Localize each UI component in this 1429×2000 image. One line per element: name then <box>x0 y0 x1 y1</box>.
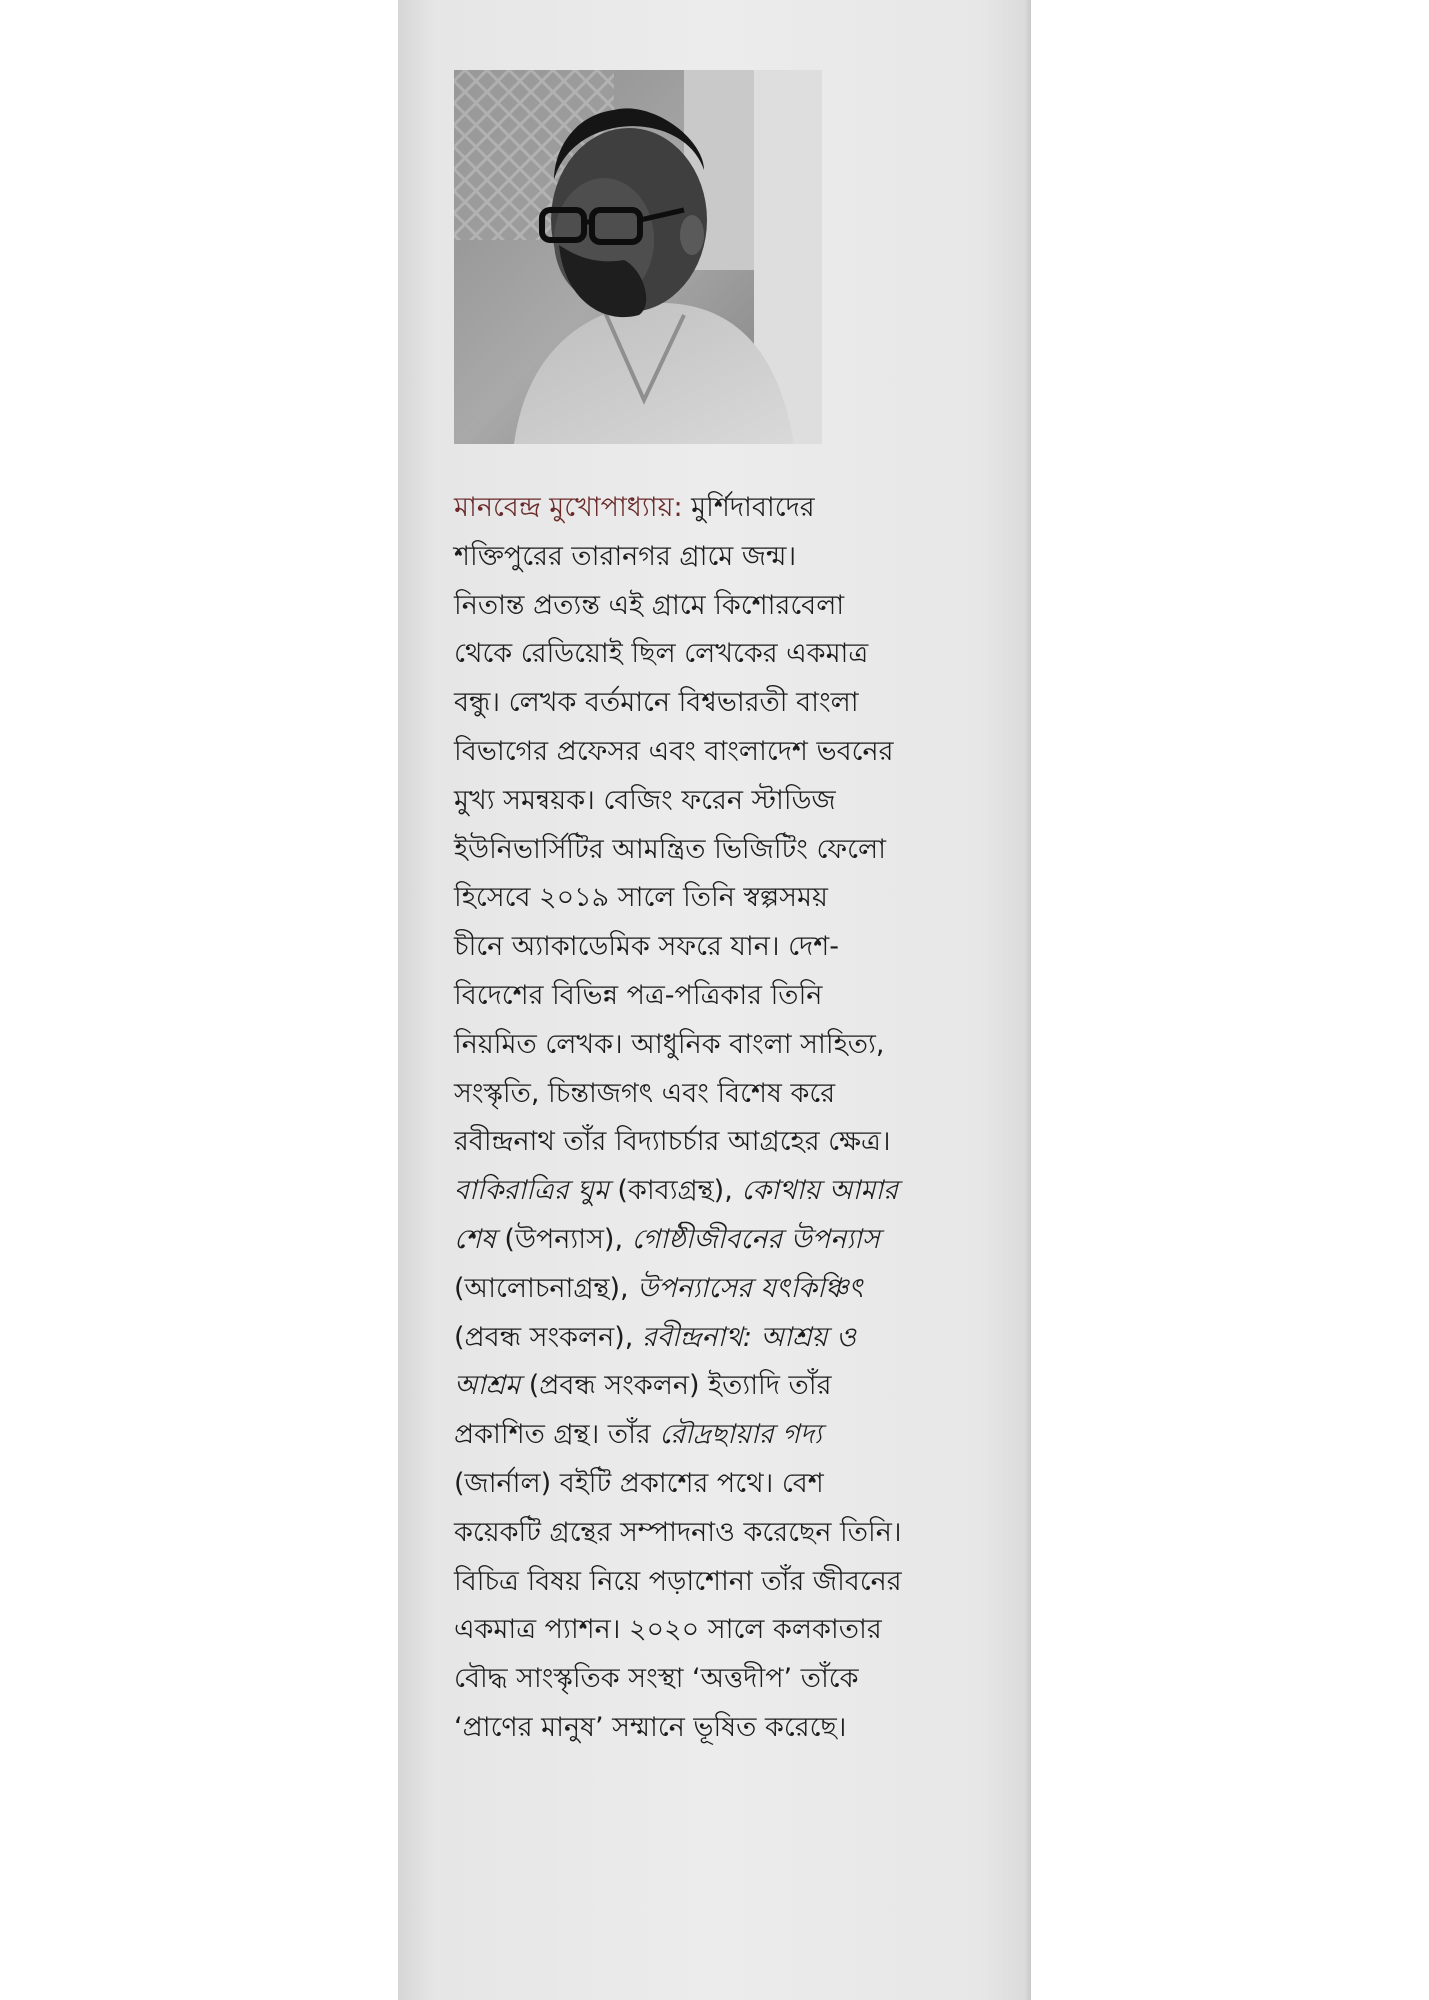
bio-line: রবীন্দ্রনাথ তাঁর বিদ্যাচর্চার আগ্রহের ক্ষেত্র। <box>454 1126 891 1158</box>
works-line: বাকিরাত্রির ঘুম (কাব্যগ্রন্থ), কোথায় আমার <box>454 1175 899 1207</box>
bio-line: নিয়মিত লেখক। আধুনিক বাংলা সাহিত্য, <box>454 1028 885 1060</box>
bio-line: নিতান্ত প্রত্যন্ত এই গ্রামে কিশোরবেলা <box>454 589 845 621</box>
author-photo <box>454 70 822 444</box>
bio-line: বিচিত্র বিষয় নিয়ে পড়াশোনা তাঁর জীবনের <box>454 1565 902 1597</box>
work-title: আশ্রম <box>454 1370 521 1402</box>
author-portrait-image <box>454 70 822 444</box>
works-line: প্রকাশিত গ্রন্থ। তাঁর রৌদ্রছায়ার গদ্য <box>454 1419 822 1451</box>
works-line: আশ্রম (প্রবন্ধ সংকলন) ইত্যাদি তাঁর <box>454 1370 832 1402</box>
bio-line: কয়েকটি গ্রন্থের সম্পাদনাও করেছেন তিনি। <box>454 1516 902 1548</box>
bio-line: ‘প্রাণের মানুষ’ সম্মানে ভূষিত করেছে। <box>454 1711 847 1743</box>
work-title: শেষ <box>454 1223 496 1255</box>
works-line: (জার্নাল) বইটি প্রকাশের পথে। বেশ <box>454 1467 824 1499</box>
book-back-flap <box>398 0 1031 2000</box>
work-title: রৌদ্রছায়ার গদ্য <box>659 1419 822 1451</box>
bio-line: বিদেশের বিভিন্ন পত্র-পত্রিকার তিনি <box>454 979 823 1011</box>
works-line: (প্রবন্ধ সংকলন), রবীন্দ্রনাথ: আশ্রয় ও <box>454 1321 857 1353</box>
bio-line: বৌদ্ধ সাংস্কৃতিক সংস্থা ‘অত্তদীপ’ তাঁকে <box>454 1663 859 1695</box>
work-title: বাকিরাত্রির ঘুম <box>454 1175 609 1207</box>
bio-line: ইউনিভার্সিটির আমন্ত্রিত ভিজিটিং ফেলো <box>454 833 886 865</box>
work-title: উপন্যাসের যৎকিঞ্চিৎ <box>637 1272 863 1304</box>
author-biography <box>454 484 994 1753</box>
author-name: মানবেন্দ্র মুখোপাধ্যায়: <box>454 492 683 523</box>
bio-line: বন্ধু। লেখক বর্তমানে বিশ্বভারতী বাংলা <box>454 687 859 719</box>
bio-line: সংস্কৃতি, চিন্তাজগৎ এবং বিশেষ করে <box>454 1077 836 1109</box>
bio-line: শক্তিপুরের তারানগর গ্রামে জন্ম। <box>454 540 797 572</box>
bio-line: চীনে অ্যাকাডেমিক সফরে যান। দেশ- <box>454 931 839 963</box>
work-title: কোথায় আমার <box>741 1175 899 1207</box>
bio-line: মুখ্য সমন্বয়ক। বেজিং ফরেন স্টাডিজ <box>454 784 836 816</box>
bio-line: বিভাগের প্রফেসর এবং বাংলাদেশ ভবনের <box>454 735 894 767</box>
bio-line: মানবেন্দ্র মুখোপাধ্যায়: মুর্শিদাবাদের <box>454 492 815 523</box>
works-line: (আলোচনাগ্রন্থ), উপন্যাসের যৎকিঞ্চিৎ <box>454 1272 863 1304</box>
work-title: গোষ্ঠীজীবনের উপন্যাস <box>631 1223 880 1255</box>
bio-line: থেকে রেডিয়োই ছিল লেখকের একমাত্র <box>454 638 869 670</box>
works-line: শেষ (উপন্যাস), গোষ্ঠীজীবনের উপন্যাস <box>454 1223 880 1255</box>
bio-line: হিসেবে ২০১৯ সালে তিনি স্বল্পসময় <box>454 882 828 914</box>
work-title: রবীন্দ্রনাথ: আশ্রয় ও <box>641 1321 857 1353</box>
bio-line: একমাত্র প্যাশন। ২০২০ সালে কলকাতার <box>454 1614 882 1646</box>
